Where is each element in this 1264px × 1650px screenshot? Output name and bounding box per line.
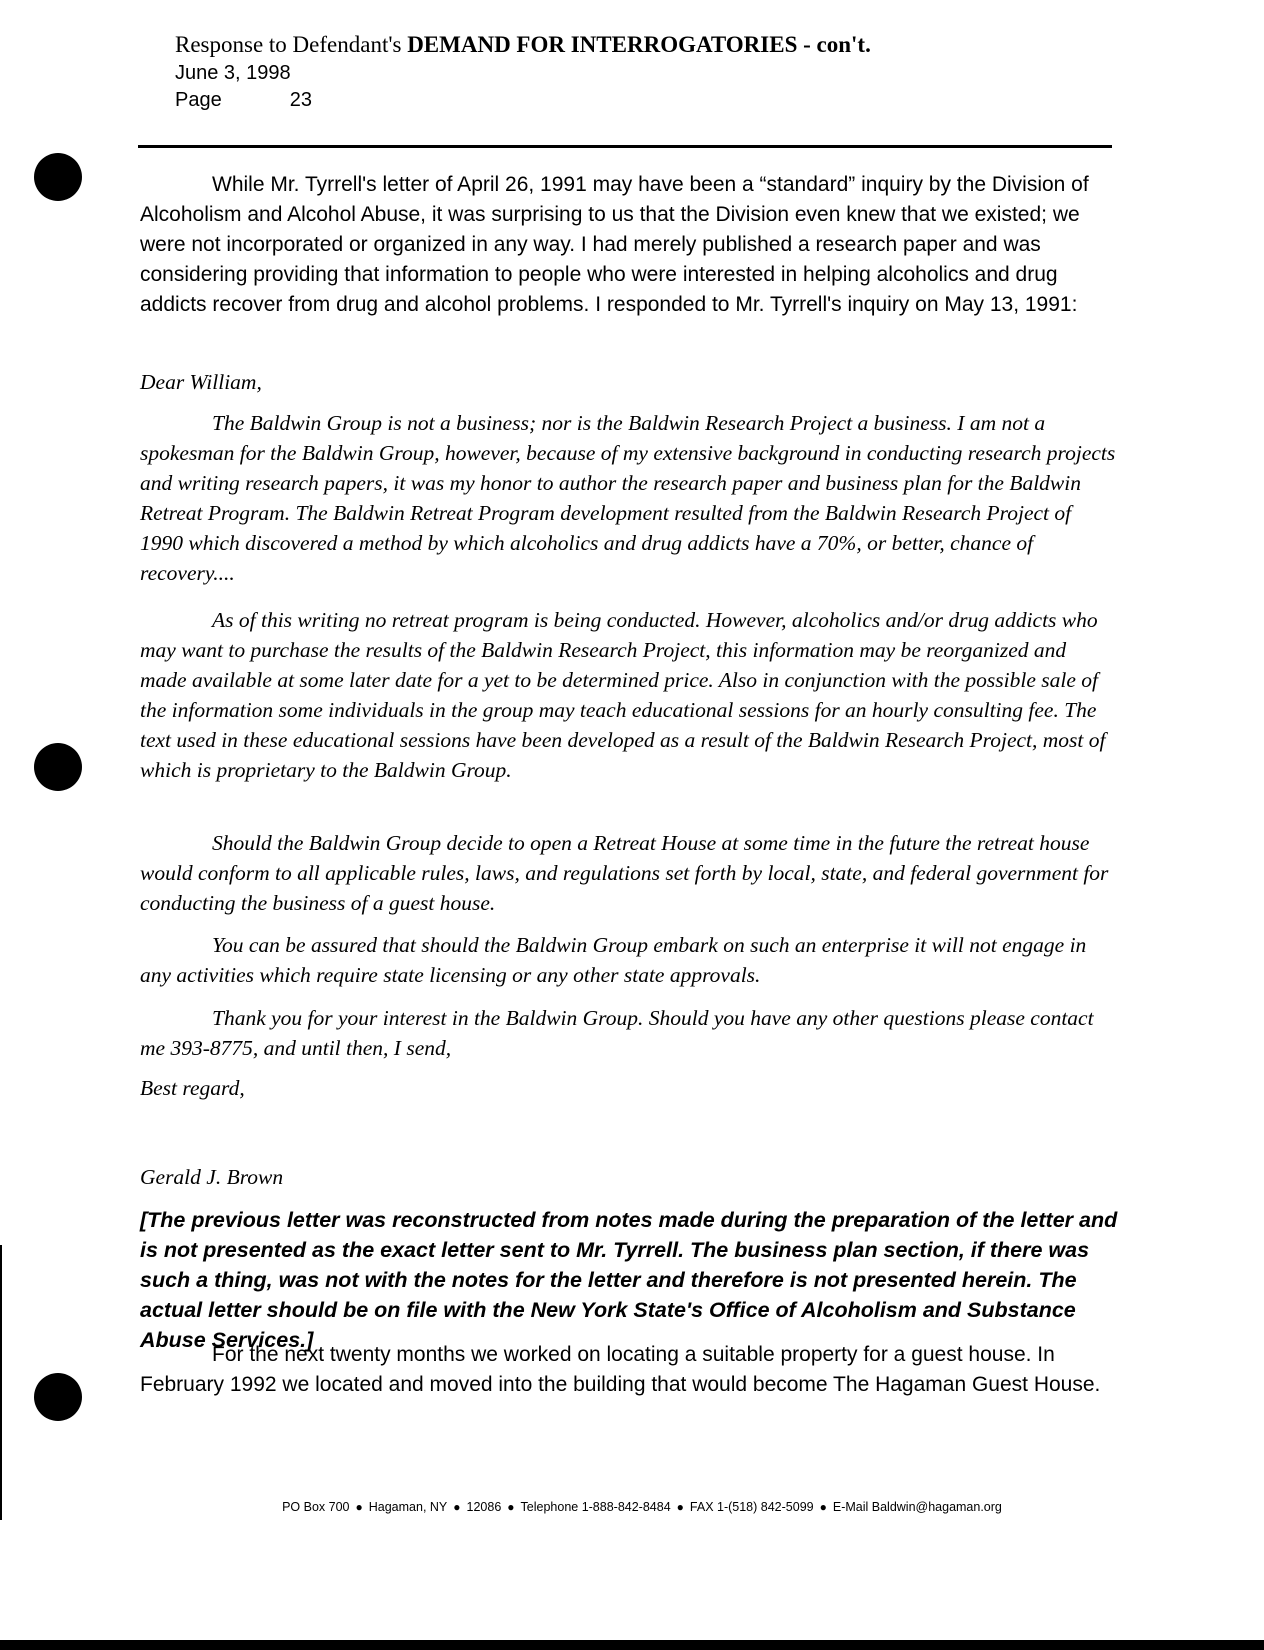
letter-paragraph: Thank you for your interest in the Baldwin Group. Should you have any other questions please contact me 393-8775, and until then, I send, <box>140 1006 1094 1060</box>
bullet-icon: ● <box>453 1500 461 1514</box>
footer-email: E-Mail Baldwin@hagaman.org <box>832 1500 1002 1514</box>
footer-fax: FAX 1-(518) 842-5099 <box>689 1500 814 1514</box>
document-date: June 3, 1998 <box>175 62 291 84</box>
page-footer <box>0 1500 1264 1514</box>
title-prefix: Response to Defendant's <box>175 32 408 57</box>
footer-po-box: PO Box 700 <box>282 1500 350 1514</box>
header-divider <box>138 145 1112 148</box>
punch-hole-middle <box>34 743 82 791</box>
reconstruction-note: [The previous letter was reconstructed from notes made during the preparation of the letter and is not presented as the exact letter sent to Mr. Tyrrell. The business plan section, if there was such a thing, was not with the notes for the letter and therefore is not presented herein. The actual letter should be on file with the New York State's Office of Alcoholism and Substance Abuse Services.] <box>140 1208 1118 1352</box>
closing-paragraph: For the next twenty months we worked on locating a suitable property for a guest house. In February 1992 we located and moved into the building that would become The Hagaman Guest House. <box>140 1343 1101 1396</box>
title-bold: DEMAND FOR INTERROGATORIES - con't. <box>407 32 871 57</box>
letter-paragraph: You can be assured that should the Baldwin Group embark on such an enterprise it will not engage in any activities which require state licensing or any other state approvals. <box>140 933 1087 987</box>
punch-hole-bottom <box>34 1373 82 1421</box>
intro-paragraph: While Mr. Tyrrell's letter of April 26, 1991 may have been a “standard” inquiry by the Division of Alcoholism and Alcohol Abuse, it was surprising to us that the Division even knew that we existed; we were not incorporated or organized in any way. I had merely published a research paper and was considering providing that information to people who were interested in helping alcoholics and drug addicts recover from drug and alcohol problems. I responded to Mr. Tyrrell's inquiry on May 13, 1991: <box>140 173 1089 316</box>
document-title <box>175 30 871 60</box>
footer-zip: 12086 <box>466 1500 502 1514</box>
bullet-icon: ● <box>676 1500 684 1514</box>
footer-city: Hagaman, NY <box>368 1500 448 1514</box>
letter-closing: Best regard, <box>140 1076 245 1100</box>
page-label: Page <box>175 89 222 111</box>
letter-paragraph: As of this writing no retreat program is being conducted. However, alcoholics and/or drug addicts who may want to purchase the results of the Baldwin Research Project, this information may be reorganized and made available at some later date for a yet to be determined price. Also in conjunction with the possible sale of the information some individuals in the group may teach educational sessions for an hourly consulting fee. The text used in these educational sessions have been developed as a result of the Baldwin Research Project, most of which is proprietary to the Baldwin Group. <box>140 608 1106 782</box>
bullet-icon: ● <box>819 1500 827 1514</box>
punch-hole-top <box>34 153 82 201</box>
letter-paragraph: Should the Baldwin Group decide to open a Retreat House at some time in the future the retreat house would conform to all applicable rules, laws, and regulations set forth by local, state, and federal government for conducting the business of a guest house. <box>140 831 1109 915</box>
page-number: 23 <box>289 89 312 111</box>
bullet-icon: ● <box>355 1500 363 1514</box>
letter-signature: Gerald J. Brown <box>140 1165 284 1189</box>
letter-paragraph: The Baldwin Group is not a business; nor is the Baldwin Research Project a business. I am not a spokesman for the Baldwin Group, however, because of my extensive background in conducting research projects and writing research papers, it was my honor to author the research paper and business plan for the Baldwin Retreat Program. The Baldwin Retreat Program development resulted from the Baldwin Research Project of 1990 which discovered a method by which alcoholics and drug addicts have a 70%, or better, chance of recovery.... <box>140 411 1116 585</box>
scan-edge-line <box>0 1245 2 1520</box>
footer-telephone: Telephone 1-888-842-8484 <box>520 1500 671 1514</box>
page-header <box>175 30 871 114</box>
letter-salutation: Dear William, <box>140 370 262 394</box>
scan-bottom-edge <box>0 1640 1264 1650</box>
bullet-icon: ● <box>507 1500 515 1514</box>
page-indicator <box>175 87 871 114</box>
